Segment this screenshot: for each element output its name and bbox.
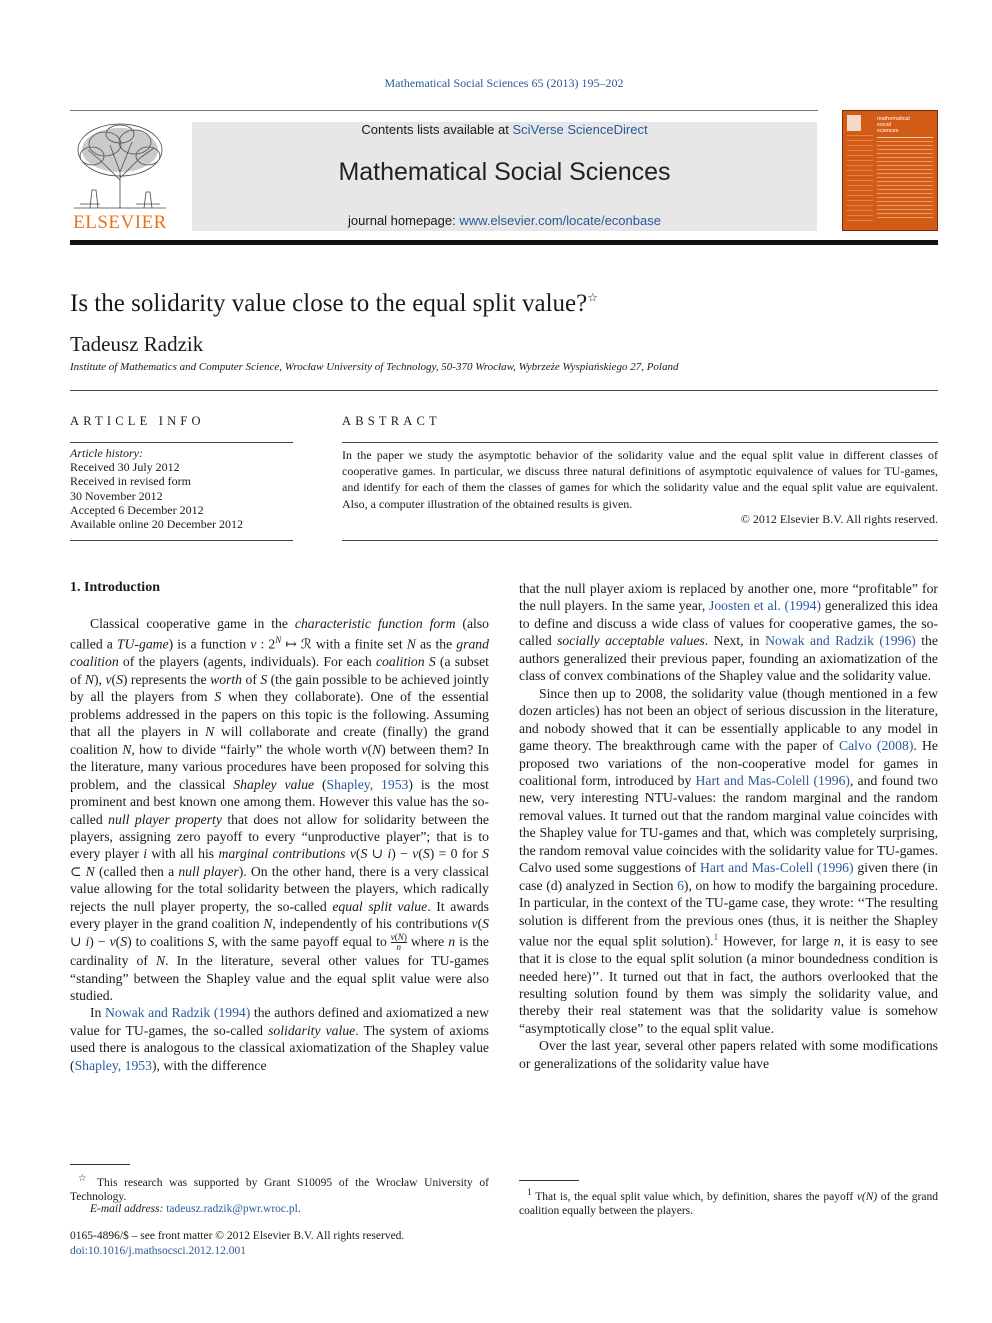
- footnote-email: E-mail address: tadeusz.radzik@pwr.wroc.pl.: [90, 1203, 301, 1215]
- article-info-heading: ARTICLE INFO: [70, 414, 205, 428]
- footnote-1: $^1$ That is, the equal split value which, by definition, shares the payoff v(N) of the grand coalition equally between the players.: [519, 1187, 938, 1218]
- citation-link[interactable]: Shapley, 1953: [74, 1057, 152, 1073]
- section-heading-introduction: 1. Introduction: [70, 580, 160, 595]
- author-email-link[interactable]: tadeusz.radzik@pwr.wroc.pl: [166, 1203, 298, 1215]
- contents-prefix: Contents lists available at: [361, 122, 513, 137]
- citation-link[interactable]: Hart and Mas-Colell (1996): [700, 860, 854, 876]
- body-paragraph: that the null player axiom is replaced by another one, more “profitable” for the null players. In the same year, Joosten et al. (1994) generalized this idea to define and discuss a wide class of values for cooperative games, the so-called socially acceptable values. Next, in Nowak and Radzik (1996) the authors generalized their previous paper, founding an axiomatization of the class of convex combinations of the Shapley value and the solidarity value.: [519, 581, 939, 684]
- citation-link[interactable]: Calvo (2008): [838, 738, 914, 754]
- tree-icon: [70, 120, 170, 212]
- history-item: Received in revised form: [70, 474, 191, 489]
- info-top-rule: [70, 442, 293, 443]
- abstract-bottom-rule: [342, 540, 938, 541]
- footnote-1-ref[interactable]: 1: [713, 932, 719, 943]
- footnote-rule-left: [70, 1164, 130, 1165]
- homepage-prefix: journal homepage:: [348, 213, 460, 228]
- cover-emblem-icon: [847, 115, 861, 131]
- contents-line: [192, 122, 817, 137]
- article-history: [70, 446, 243, 531]
- abstract-top-rule: [342, 442, 938, 443]
- article-title: Is the solidarity value close to the equal split value?☆: [70, 290, 598, 317]
- title-footnote-mark[interactable]: ☆: [587, 290, 598, 305]
- journal-title: Mathematical Social Sciences: [338, 158, 671, 186]
- body-paragraph: In Nowak and Radzik (1994) the authors defined and axiomatized a new value for TU-games, the so-called solidarity value. The system of axioms used there is analogous to the classical axiomatization of the Shapley value (Shapley, 1953), with the difference: [70, 1005, 489, 1073]
- abstract-copyright: © 2012 Elsevier B.V. All rights reserved.: [740, 512, 938, 526]
- citation-link[interactable]: Shapley, 1953: [326, 776, 409, 792]
- history-label: Article history:: [70, 446, 143, 460]
- journal-cover-thumbnail[interactable]: [842, 110, 938, 231]
- citation-link[interactable]: Hart and Mas-Colell (1996): [695, 772, 850, 788]
- citation-link[interactable]: Nowak and Radzik (1994): [105, 1005, 251, 1021]
- homepage-link[interactable]: www.elsevier.com/locate/econbase: [459, 213, 661, 228]
- journal-citation[interactable]: Mathematical Social Sciences 65 (2013) 195–202: [384, 76, 624, 90]
- citation-link[interactable]: Joosten et al. (1994): [709, 598, 822, 614]
- history-item: Available online 20 December 2012: [70, 517, 244, 532]
- journal-header-box: [192, 122, 817, 231]
- section-link[interactable]: 6: [677, 877, 684, 893]
- body-paragraph: Classical cooperative game in the characteristic function form (also called a TU-game) is a function v : $2^N$ ↦ ℛ with a finite set N as the grand coalition of the players (agents, individuals). For each coalition S (a subset of N), v(S) represents the worth of S (the gain possible to be achieved jointly by all the players from S when they collaborate). One of the essential problems addressed in the papers on this topic is the following. Assuming that all the players in N will collaborate and create (finally) the grand coalition N, how to divide “fairly” the whole worth v(N) between them? In the literature, many various procedures have been proposed for solving this problem, and the classical Shapley value (Shapley, 1953) is the most prominent and best known one among them. However this value has the so-called null player property that does not allow for solidarity between the players, assigning zero payoff to every “unproductive player”; that is to every player i with all his marginal contributions v(S ∪ i) − v(S) = 0 for S ⊂ N (called then a null player). On the other hand, there is a very classical value allowing for the total solidarity between the players, which radically rejects the null player property, the so-called equal split value. It awards every player in the grand coalition N, independently of his contributions v(S ∪ i) − v(S) to coalitions S, with the same payoff equal to $\frac{v(N)}{n}$ where n is the cardinality of N. In the literature, several other values for TU-games “standing” between the Shapley value and the equal split value were also studied.: [70, 616, 490, 1003]
- abstract-heading: ABSTRACT: [342, 414, 441, 428]
- header-thick-rule: [70, 240, 938, 245]
- footnote-rule-right: [519, 1180, 579, 1181]
- body-right-column: [519, 580, 938, 1072]
- cover-contents-lines: [877, 141, 933, 221]
- abstract-text: In the paper we study the asymptotic behavior of the solidarity value and the equal split value in different classes of cooperative games. In particular, we discuss three natural definitions of asymptotic equivalence of values for TU-games, and identify for each of them the classes of games for which the solidarity value and the equal split value are equivalent. Also, a computer illustration of the obtained results is given.: [342, 448, 938, 511]
- body-paragraph: Since then up to 2008, the solidarity value (though mentioned in a few dozen articles) has not been an object of serious discussion in the literature, and nobody showed that it can be essentially applicable to any model in game theory. The breakthrough came with the paper of Calvo (2008). He proposed two variations of the non-cooperative model for games in coalitional form, introduced by Hart and Mas-Colell (1996), and found two new, very interesting NTU-values: the random marginal and the random removal values. It turned out that the random marginal value coincides with the Shapley value for TU-games and that, which was completely surprising, the random removal value coincides with the solidarity value for TU-games. Calvo used some suggestions of Hart and Mas-Colell (1996) given there (in case (d) analyzed in Section 6), on how to modify the bargaining procedure. In particular, in the context of the TU-game case, they wrote: ‘‘The resulting solution is different from the previous ones (thus, it is neither the Shapley value nor the equal split solution).$^1$ However, for large n, it is easy to see that it is close to the equal split solution (a minor boundedness condition is needed here)’’. It turned out that in fact, the authors overlooked that the resulting solution found by them was simply the solidarity value, and thereby their real statement was that the solidarity value is somehow “asymptotically close” to the equal split value.: [519, 685, 939, 1036]
- issn-line: 0165-4896/$ – see front matter © 2012 Elsevier B.V. All rights reserved.: [70, 1230, 405, 1242]
- footnote-1-mark: 1: [527, 1187, 532, 1198]
- body-left-column: [70, 615, 489, 1074]
- body-paragraph: Over the last year, several other papers related with some modifications or generalizations of the solidarity value have: [519, 1038, 938, 1071]
- history-item: Accepted 6 December 2012: [70, 502, 204, 517]
- footnote-funding: ☆ This research was supported by Grant S10095 of the Wrocław University of Technology.: [70, 1173, 490, 1204]
- elsevier-wordmark: ELSEVIER: [73, 212, 167, 233]
- title-divider: [70, 390, 938, 391]
- author-affiliation: Institute of Mathematics and Computer Science, Wrocław University of Technology, 50-370 Wrocław, Wybrzeże Wyspiańskiego 27, Poland: [70, 361, 679, 373]
- header-divider: [70, 110, 818, 111]
- history-item: 30 November 2012: [70, 488, 163, 503]
- sciencedirect-link[interactable]: SciVerse ScienceDirect: [512, 122, 648, 137]
- info-bottom-rule: [70, 540, 293, 541]
- homepage-line: [192, 213, 817, 228]
- citation-link[interactable]: Nowak and Radzik (1996): [765, 633, 916, 649]
- doi-link[interactable]: doi:10.1016/j.mathsocsci.2012.12.001: [70, 1245, 247, 1257]
- cover-title: mathematical social sciences: [877, 116, 910, 134]
- footnote-star-mark: ☆: [78, 1173, 91, 1184]
- history-item: Received 30 July 2012: [70, 460, 180, 475]
- author-name: Tadeusz Radzik: [70, 332, 204, 356]
